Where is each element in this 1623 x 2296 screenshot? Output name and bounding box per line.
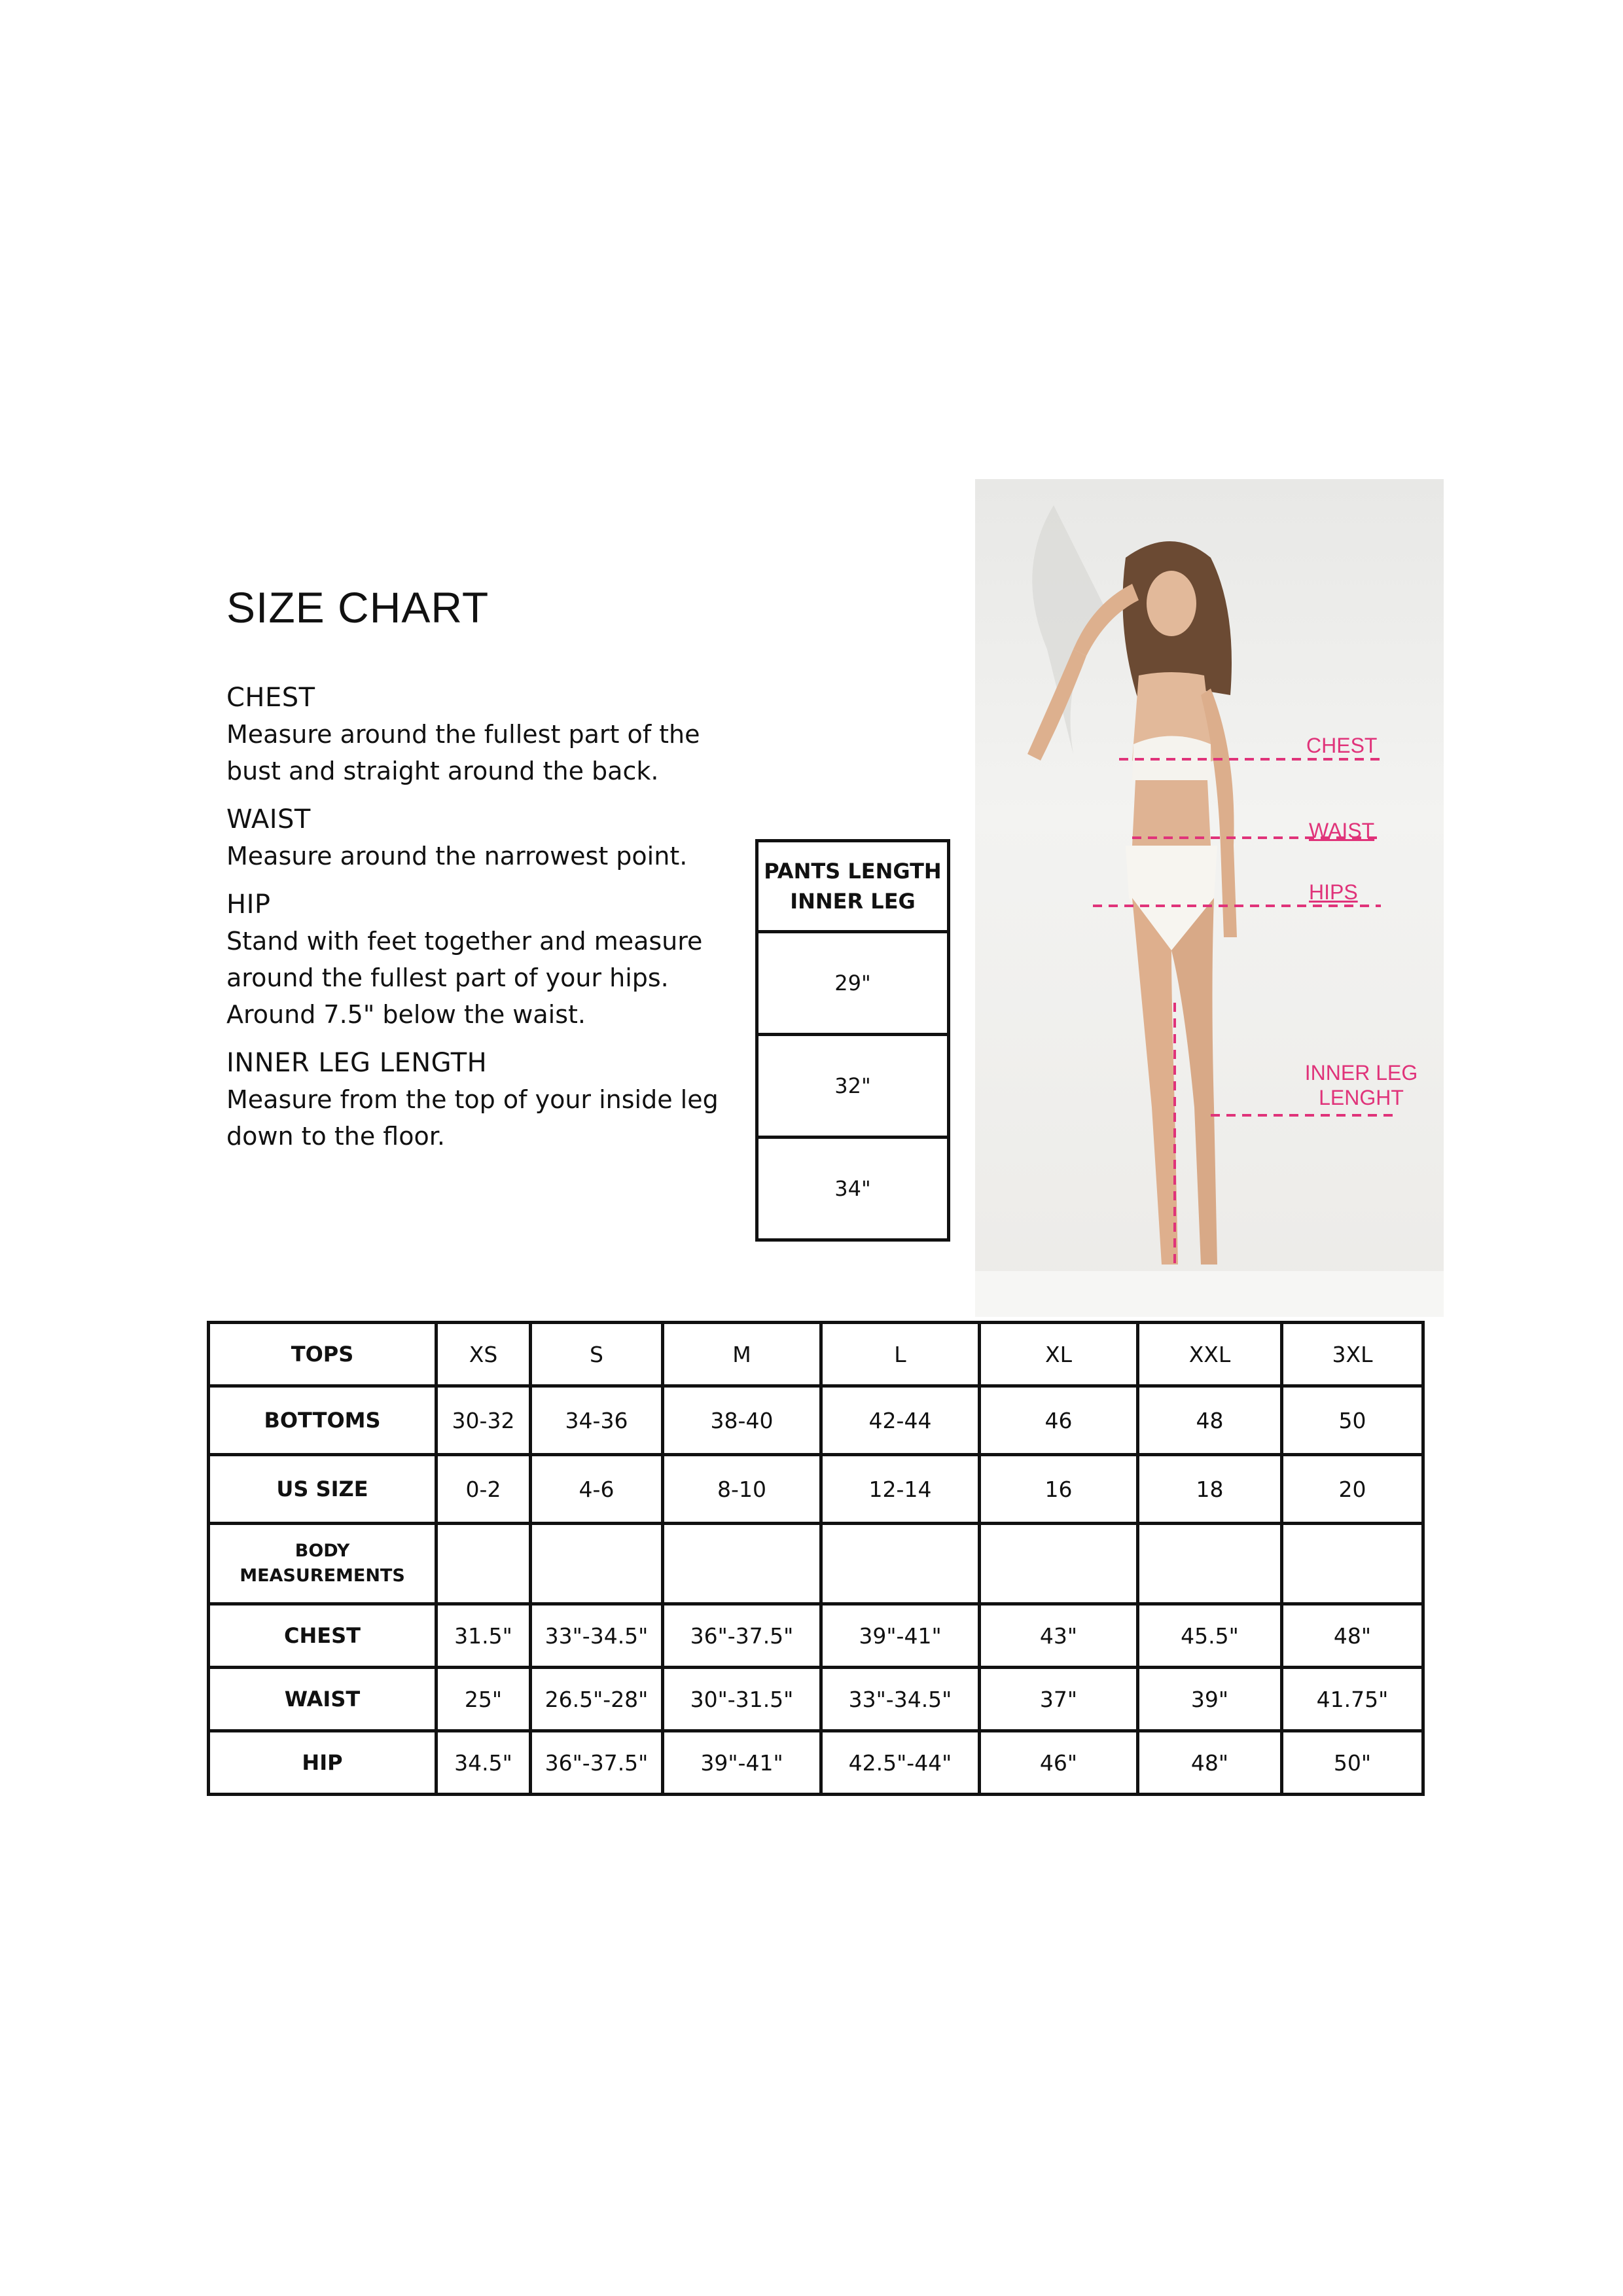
instruction-text: Measure from the top of your inside leg: [226, 1085, 719, 1114]
table-row-hip: [209, 1731, 1423, 1795]
table-cell: 33"-34.5": [531, 1604, 663, 1668]
table-cell: XL: [980, 1323, 1138, 1386]
pants-value: 29": [757, 932, 949, 1035]
measurement-instructions: [226, 679, 724, 1166]
row-header-line: BODY: [294, 1541, 350, 1561]
table-cell: 45.5": [1138, 1604, 1282, 1668]
model-illustration: [975, 479, 1444, 1317]
instruction-waist: [226, 801, 724, 874]
pants-value: 32": [757, 1035, 949, 1138]
photo-label-inner-leg: [1296, 1060, 1427, 1110]
table-cell: [1138, 1524, 1282, 1604]
instruction-text: around the fullest part of your hips.: [226, 963, 669, 992]
table-cell: 36"-37.5": [531, 1731, 663, 1795]
photo-label-line: LENGHT: [1319, 1086, 1404, 1109]
table-cell: 50": [1282, 1731, 1423, 1795]
table-cell: 8-10: [663, 1455, 821, 1524]
instruction-text: Stand with feet together and measure: [226, 927, 703, 956]
table-row-tops: [209, 1323, 1423, 1386]
pants-row: [757, 1138, 949, 1240]
row-header: BOTTOMS: [209, 1386, 437, 1455]
instruction-text: Around 7.5" below the waist.: [226, 1000, 586, 1029]
table-cell: 48: [1138, 1386, 1282, 1455]
table-cell: 48": [1138, 1731, 1282, 1795]
table-cell: 12-14: [821, 1455, 980, 1524]
table-cell: S: [531, 1323, 663, 1386]
table-cell: XXL: [1138, 1323, 1282, 1386]
row-header: [209, 1524, 437, 1604]
instruction-text: Measure around the narrowest point.: [226, 842, 688, 870]
instruction-heading: CHEST: [226, 683, 315, 713]
table-row-waist: [209, 1668, 1423, 1731]
table-cell: 36"-37.5": [663, 1604, 821, 1668]
table-cell: 34-36: [531, 1386, 663, 1455]
row-header: CHEST: [209, 1604, 437, 1668]
table-cell: [1282, 1524, 1423, 1604]
photo-label-waist: WAIST: [1309, 819, 1375, 842]
pants-header: [757, 841, 949, 932]
row-header: TOPS: [209, 1323, 437, 1386]
table-cell: 4-6: [531, 1455, 663, 1524]
pants-header-line: INNER LEG: [790, 889, 916, 914]
photo-label-line: INNER LEG: [1304, 1061, 1418, 1085]
table-cell: 46": [980, 1731, 1138, 1795]
pants-header-row: [757, 841, 949, 932]
instruction-heading: INNER LEG LENGTH: [226, 1048, 488, 1078]
table-cell: 31.5": [437, 1604, 531, 1668]
row-header: WAIST: [209, 1668, 437, 1731]
instruction-heading: WAIST: [226, 804, 311, 834]
instruction-hip: [226, 886, 724, 1033]
table-cell: 0-2: [437, 1455, 531, 1524]
pants-length-table: [755, 839, 950, 1242]
table-cell: 33"-34.5": [821, 1668, 980, 1731]
instruction-text: Measure around the fullest part of the: [226, 720, 700, 749]
table-cell: [663, 1524, 821, 1604]
table-cell: 39": [1138, 1668, 1282, 1731]
table-cell: 30-32: [437, 1386, 531, 1455]
model-photo: [975, 479, 1444, 1317]
instruction-text: down to the floor.: [226, 1122, 445, 1151]
table-row-bottoms: [209, 1386, 1423, 1455]
table-cell: 30"-31.5": [663, 1668, 821, 1731]
table-cell: 48": [1282, 1604, 1423, 1668]
instruction-chest: [226, 679, 724, 789]
table-cell: 37": [980, 1668, 1138, 1731]
table-cell: 25": [437, 1668, 531, 1731]
table-cell: L: [821, 1323, 980, 1386]
table-cell: M: [663, 1323, 821, 1386]
row-header-line: MEASUREMENTS: [240, 1566, 405, 1586]
table-cell: 20: [1282, 1455, 1423, 1524]
table-cell: 39"-41": [821, 1604, 980, 1668]
table-cell: [437, 1524, 531, 1604]
row-header: HIP: [209, 1731, 437, 1795]
page-title: SIZE CHART: [226, 583, 490, 632]
row-header: US SIZE: [209, 1455, 437, 1524]
photo-label-hips: HIPS: [1309, 880, 1358, 904]
table-cell: 18: [1138, 1455, 1282, 1524]
table-cell: 46: [980, 1386, 1138, 1455]
instruction-heading: HIP: [226, 889, 271, 920]
instruction-inner-leg: [226, 1045, 724, 1155]
instruction-text: bust and straight around the back.: [226, 757, 659, 785]
table-cell: 41.75": [1282, 1668, 1423, 1731]
table-cell: XS: [437, 1323, 531, 1386]
table-row-chest: [209, 1604, 1423, 1668]
table-cell: 16: [980, 1455, 1138, 1524]
table-cell: 38-40: [663, 1386, 821, 1455]
table-cell: 42.5"-44": [821, 1731, 980, 1795]
table-cell: [821, 1524, 980, 1604]
table-cell: 34.5": [437, 1731, 531, 1795]
pants-header-line: PANTS LENGTH: [764, 859, 942, 884]
pants-row: [757, 932, 949, 1035]
table-cell: [980, 1524, 1138, 1604]
photo-label-chest: CHEST: [1306, 734, 1378, 757]
table-cell: 26.5"-28": [531, 1668, 663, 1731]
table-cell: [531, 1524, 663, 1604]
table-cell: 43": [980, 1604, 1138, 1668]
table-cell: 42-44: [821, 1386, 980, 1455]
pants-value: 34": [757, 1138, 949, 1240]
table-cell: 39"-41": [663, 1731, 821, 1795]
size-table: [207, 1321, 1425, 1796]
table-cell: 3XL: [1282, 1323, 1423, 1386]
pants-row: [757, 1035, 949, 1138]
table-cell: 50: [1282, 1386, 1423, 1455]
table-row-body-measurements: [209, 1524, 1423, 1604]
table-row-us-size: [209, 1455, 1423, 1524]
